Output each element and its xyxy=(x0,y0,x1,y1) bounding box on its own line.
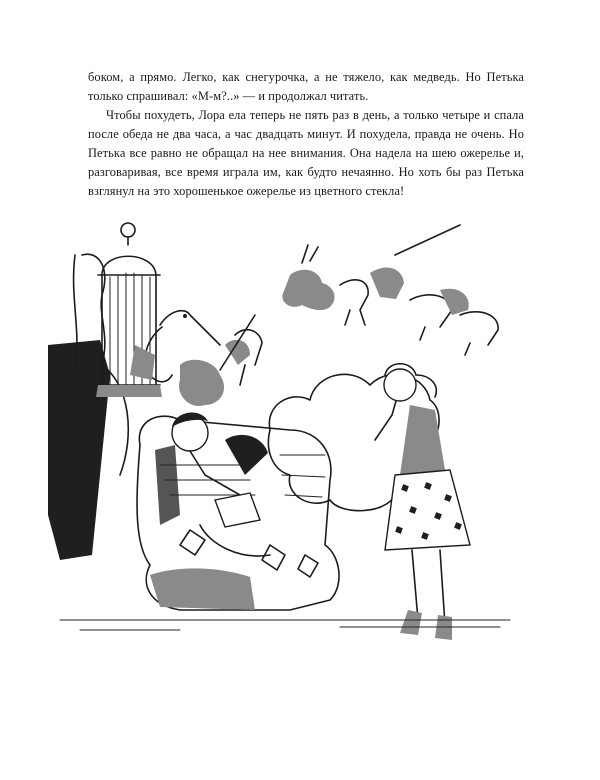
body-text xyxy=(88,68,524,201)
paragraph-1: боком, а прямо. Легко, как снегурочка, а не тяжело, как медведь. Но Петька только спрашивал: «М-м?..» — и продолжал читать. xyxy=(88,70,524,103)
knights-scene-drawing xyxy=(220,225,498,385)
curtain-drawing xyxy=(48,254,128,560)
paragraph-2: Чтобы похудеть, Лора ела теперь не пять раз в день, а только четыре и спала после обеда не два часа, а час двадцать минут. И похудела, правда не очень. Но Петька все равно не обращал на нее внимания. Она надела на шею ожерелье и, разговаривая, все время играла им, как будто нечаянно. Но хоть бы раз Петька взглянул на это хорошенькое ожерелье из цветного стекла! xyxy=(88,108,524,198)
book-illustration xyxy=(40,215,520,665)
